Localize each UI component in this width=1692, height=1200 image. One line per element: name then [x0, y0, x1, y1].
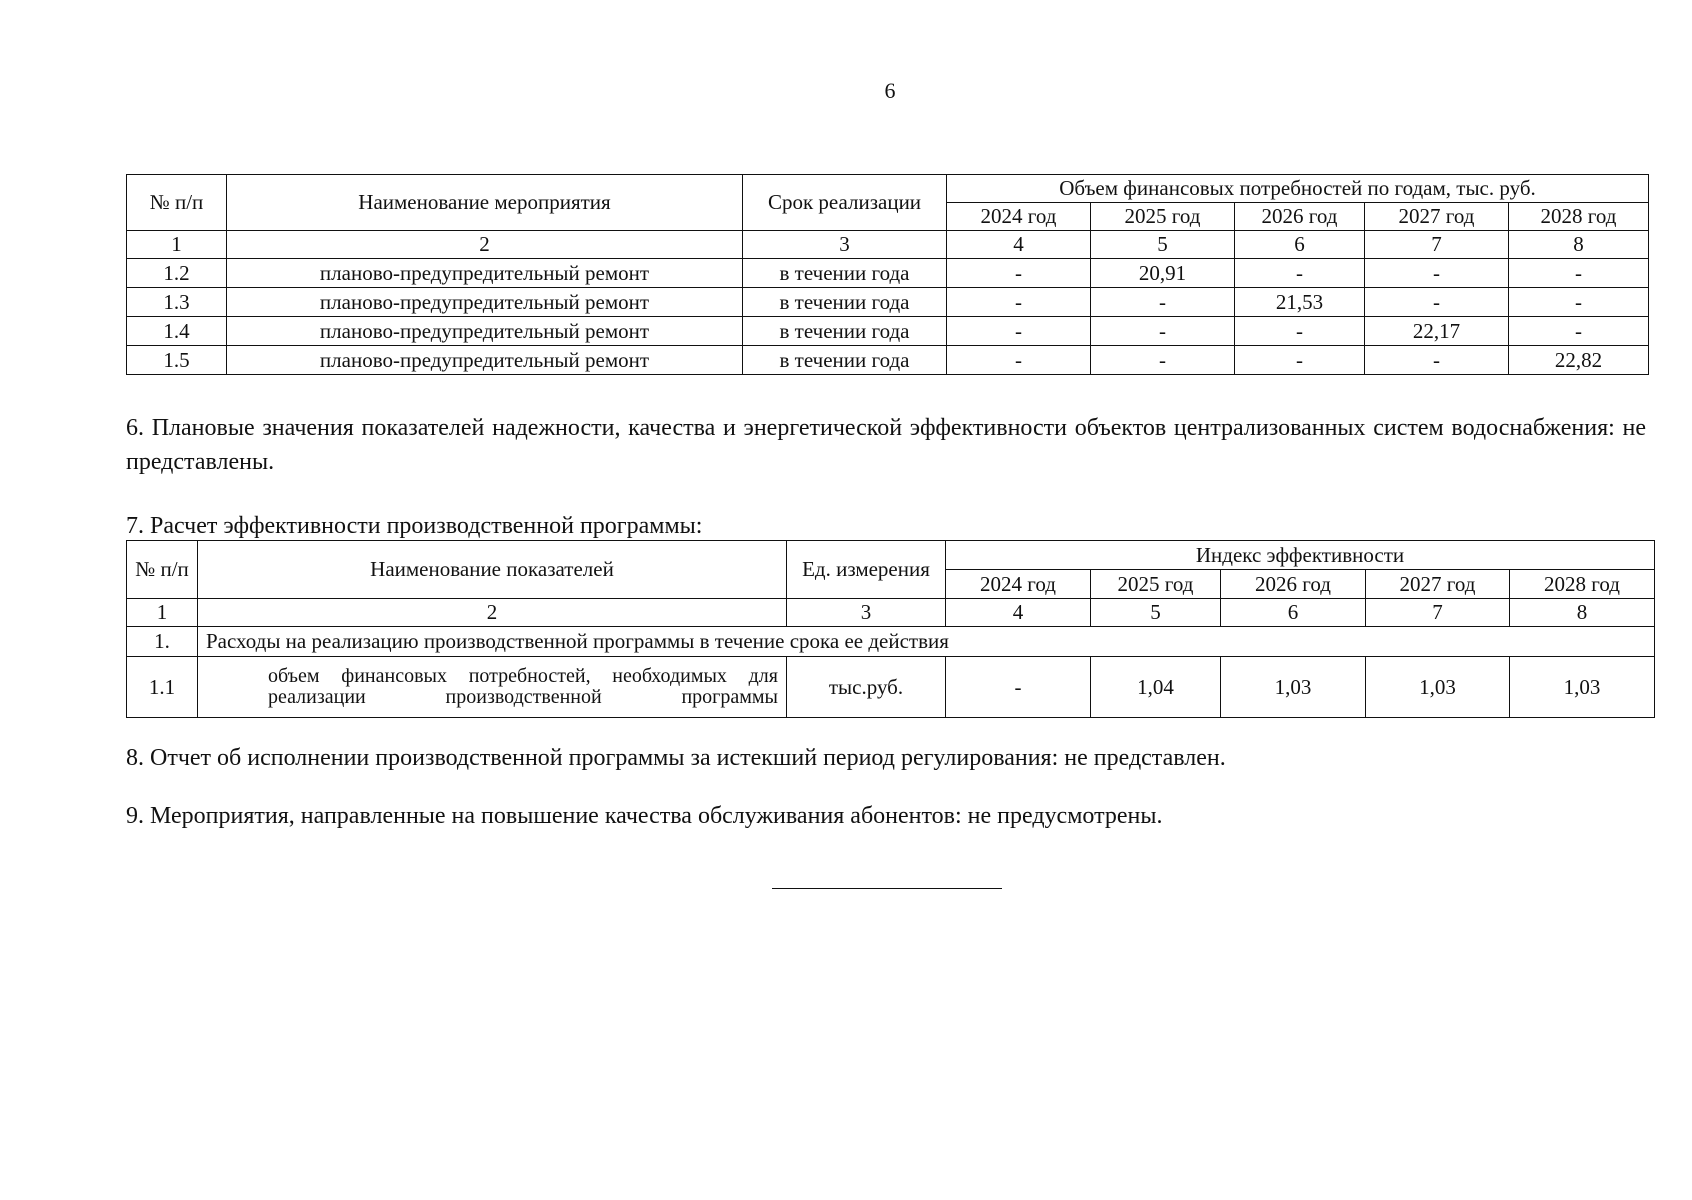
header-year: 2026 год	[1235, 203, 1365, 231]
row-value: -	[1235, 317, 1365, 346]
row-value: -	[1365, 259, 1509, 288]
header-year: 2028 год	[1509, 203, 1649, 231]
row-value: 1,03	[1366, 657, 1510, 718]
row-value: -	[1509, 288, 1649, 317]
row-event-name: планово-предупредительный ремонт	[227, 259, 743, 288]
row-term: в течении года	[743, 288, 947, 317]
header-year: 2028 год	[1510, 570, 1655, 599]
group-name: Расходы на реализацию производственной программы в течение срока ее действия	[198, 627, 1655, 657]
row-value: -	[1235, 259, 1365, 288]
column-number: 2	[198, 599, 787, 627]
row-event-name: планово-предупредительный ремонт	[227, 346, 743, 375]
row-no: 1.4	[127, 317, 227, 346]
column-number: 8	[1510, 599, 1655, 627]
column-number: 7	[1366, 599, 1510, 627]
table-row	[127, 657, 1655, 718]
row-value: -	[1509, 259, 1649, 288]
header-no: № п/п	[127, 541, 198, 599]
row-value: 1,03	[1510, 657, 1655, 718]
group-no: 1.	[127, 627, 198, 657]
header-event-name: Наименование мероприятия	[227, 175, 743, 231]
row-value: -	[947, 317, 1091, 346]
row-value: 1,03	[1221, 657, 1366, 718]
column-number: 1	[127, 231, 227, 259]
row-term: в течении года	[743, 346, 947, 375]
paragraph-reliability-indicators: 6. Плановые значения показателей надежности, качества и энергетической эффективности объектов централизованных систем водоснабжения: не представлены.	[126, 415, 1646, 475]
column-number: 5	[1091, 231, 1235, 259]
header-efficiency-index: Индекс эффективности	[946, 541, 1655, 570]
header-no: № п/п	[127, 175, 227, 231]
header-year: 2024 год	[946, 570, 1091, 599]
header-year: 2026 год	[1221, 570, 1366, 599]
row-event-name: планово-предупредительный ремонт	[227, 317, 743, 346]
table-row	[127, 288, 1649, 317]
column-number: 1	[127, 599, 198, 627]
row-no: 1.1	[127, 657, 198, 718]
column-number: 5	[1091, 599, 1221, 627]
row-value: -	[946, 657, 1091, 718]
header-unit: Ед. измерения	[787, 541, 946, 599]
efficiency-table	[126, 540, 1655, 718]
end-divider	[772, 888, 1002, 889]
header-indicator-name: Наименование показателей	[198, 541, 787, 599]
table-row	[127, 259, 1649, 288]
header-term: Срок реализации	[743, 175, 947, 231]
row-value: -	[1509, 317, 1649, 346]
column-number: 3	[743, 231, 947, 259]
row-no: 1.3	[127, 288, 227, 317]
header-year: 2025 год	[1091, 203, 1235, 231]
row-value: 1,04	[1091, 657, 1221, 718]
row-no: 1.2	[127, 259, 227, 288]
row-event-name: планово-предупредительный ремонт	[227, 288, 743, 317]
header-year: 2025 год	[1091, 570, 1221, 599]
financial-needs-table	[126, 174, 1649, 375]
row-value: 22,17	[1365, 317, 1509, 346]
column-number: 6	[1221, 599, 1366, 627]
table-group-row	[127, 627, 1655, 657]
row-term: в течении года	[743, 259, 947, 288]
column-number: 2	[227, 231, 743, 259]
header-year: 2024 год	[947, 203, 1091, 231]
row-unit: тыс.руб.	[787, 657, 946, 718]
table-row	[127, 346, 1649, 375]
row-no: 1.5	[127, 346, 227, 375]
header-financial-volume: Объем финансовых потребностей по годам, тыс. руб.	[947, 175, 1649, 203]
row-value: -	[1365, 288, 1509, 317]
row-value: -	[1091, 317, 1235, 346]
row-value: -	[947, 288, 1091, 317]
header-year: 2027 год	[1366, 570, 1510, 599]
column-number: 3	[787, 599, 946, 627]
table-row	[127, 317, 1649, 346]
paragraph-execution-report: 8. Отчет об исполнении производственной программы за истекший период регулирования: не представлен.	[126, 745, 1226, 771]
paragraph-efficiency-heading: 7. Расчет эффективности производственной программы:	[126, 513, 703, 539]
page-number: 6	[884, 78, 896, 103]
column-number: 8	[1509, 231, 1649, 259]
row-value: -	[947, 259, 1091, 288]
header-year: 2027 год	[1365, 203, 1509, 231]
row-value: -	[1091, 346, 1235, 375]
paragraph-service-quality: 9. Мероприятия, направленные на повышение качества обслуживания абонентов: не предусмотрены.	[126, 803, 1163, 829]
row-value: 22,82	[1509, 346, 1649, 375]
row-indicator-name: объем финансовых потребностей, необходимых для реализации производственной программы	[198, 657, 787, 718]
row-value: -	[1235, 346, 1365, 375]
column-number: 7	[1365, 231, 1509, 259]
row-term: в течении года	[743, 317, 947, 346]
row-value: 21,53	[1235, 288, 1365, 317]
column-number: 6	[1235, 231, 1365, 259]
row-value: -	[1091, 288, 1235, 317]
column-number: 4	[946, 599, 1091, 627]
row-value: 20,91	[1091, 259, 1235, 288]
column-number: 4	[947, 231, 1091, 259]
row-value: -	[947, 346, 1091, 375]
row-value: -	[1365, 346, 1509, 375]
